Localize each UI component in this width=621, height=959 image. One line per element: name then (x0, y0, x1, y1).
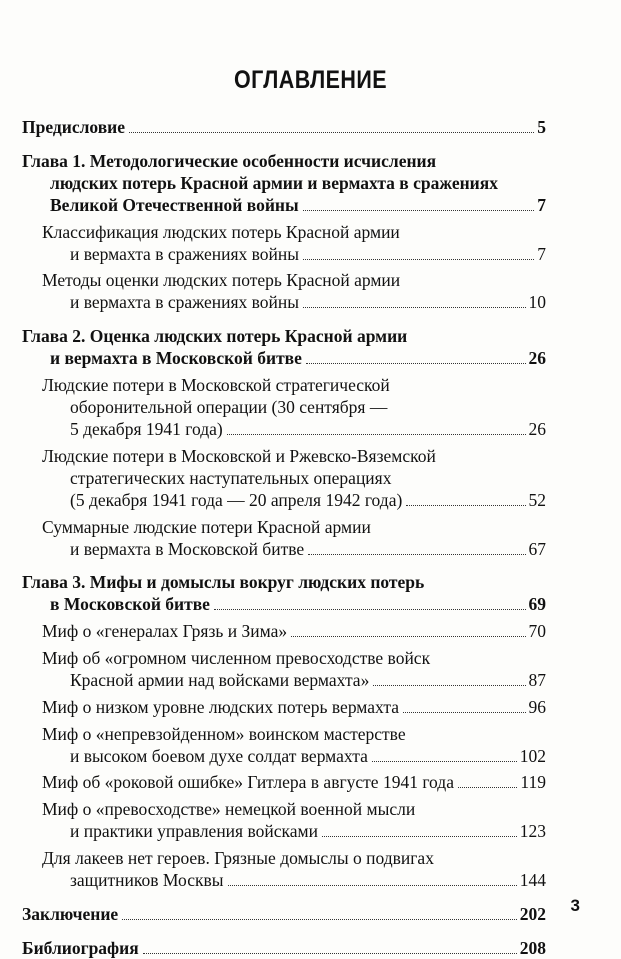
toc-line (42, 647, 430, 669)
dot-leader (308, 554, 525, 555)
dot-leader (373, 685, 525, 686)
toc-line (42, 374, 390, 396)
toc-line (42, 221, 400, 243)
toc-entry-title: Глава 1. Методологические особенности исчисления (22, 150, 437, 171)
toc-page-number: 26 (528, 348, 546, 369)
toc-entry-title: 5 декабря 1941 года) (70, 419, 223, 439)
toc-line (22, 116, 546, 138)
toc-entry-title: и вермахта в Московской битве (50, 348, 302, 369)
dot-leader (291, 636, 525, 637)
toc-line (42, 696, 546, 718)
toc-entry-title: и вермахта в Московской битве (70, 538, 305, 559)
dot-leader (322, 836, 517, 837)
toc-page-number: 7 (537, 243, 546, 264)
dot-leader (303, 210, 535, 211)
toc-entry-title: и высоком боевом духе солдат вермахта (70, 745, 368, 766)
toc-entry-title: людских потерь Красной армии и вермахта в сражениях (50, 172, 498, 193)
dot-leader (306, 363, 526, 364)
toc-line (70, 467, 391, 489)
toc-line (42, 798, 415, 820)
toc-page-number: 10 (528, 292, 546, 313)
toc-line (42, 620, 546, 642)
dot-leader (372, 761, 517, 762)
toc-entry-title: Миф о «генералах Грязь и Зима» (42, 621, 288, 642)
toc-line (50, 593, 546, 615)
toc-page-number: 144 (519, 870, 546, 890)
toc-entry-title: защитников Москвы (70, 870, 224, 890)
toc-line (50, 347, 546, 369)
toc-line (70, 669, 546, 691)
toc-entry-title: Миф о низком уровне людских потерь вермахта (42, 696, 399, 717)
toc-entry-title: Людские потери в Московской и Ржевско-Вяземской (42, 445, 436, 466)
toc-entry-title: и практики управления войсками (70, 821, 318, 842)
toc-line (42, 847, 434, 869)
toc-entry-title: (5 декабря 1941 года — 20 апреля 1942 года) (70, 489, 403, 510)
toc-entry-title: Библиография (22, 937, 139, 958)
toc-line (22, 571, 424, 593)
page-number: 3 (570, 896, 580, 915)
toc-entry-title: Для лакеев нет героев. Грязные домыслы о подвигах (42, 848, 434, 868)
dot-leader (458, 787, 517, 788)
toc-line (70, 291, 546, 313)
toc-page-number: 102 (519, 745, 546, 766)
toc-page-number: 5 (537, 117, 546, 137)
dot-leader (228, 885, 517, 886)
toc-page-number: 52 (528, 489, 546, 510)
toc-line (42, 771, 546, 793)
toc-entry-title: и вермахта в сражениях войны (70, 292, 300, 313)
dot-leader (214, 609, 526, 610)
toc-entry-title: стратегических наступательных операциях (70, 467, 392, 488)
toc-entry-title: оборонительной операции (30 сентября — (70, 397, 388, 417)
dot-leader (227, 434, 526, 435)
toc-page-number: 96 (528, 696, 546, 717)
toc-entry-title: Миф об «роковой ошибке» Гитлера в августе 1941 года (42, 772, 454, 793)
dot-leader (122, 919, 517, 920)
toc-line (70, 418, 546, 440)
toc-page-number: 70 (528, 621, 546, 642)
toc-page-number: 7 (537, 194, 546, 215)
toc-entry-title: Красной армии над войсками вермахта» (70, 670, 370, 690)
toc-line (50, 172, 498, 194)
toc-line (50, 194, 546, 216)
toc-entry-title: Предисловие (22, 117, 126, 137)
toc-line (42, 445, 436, 467)
toc-page-number: 202 (519, 903, 546, 924)
dot-leader (129, 132, 534, 133)
toc-line (70, 243, 546, 265)
toc-line (22, 150, 436, 172)
toc-page-number: 208 (519, 937, 546, 958)
toc-line (70, 538, 546, 560)
dot-leader (406, 505, 525, 506)
toc-line (22, 937, 546, 959)
toc-line (70, 820, 546, 842)
toc-page-number: 26 (528, 419, 546, 439)
toc-page-number: 67 (528, 538, 546, 559)
toc-page-number: 123 (519, 821, 546, 842)
toc-line (70, 745, 546, 767)
toc-entry-title: Заключение (22, 903, 119, 924)
toc-entry-title: Миф о «непревзойденном» воинском мастерстве (42, 723, 406, 744)
toc-entry-title: Миф о «превосходстве» немецкой военной мысли (42, 799, 416, 820)
dot-leader (143, 953, 517, 954)
toc-entry-title: Суммарные людские потери Красной армии (42, 516, 371, 537)
toc-line (42, 516, 371, 538)
toc-entry-title: Классификация людских потерь Красной армии (42, 221, 400, 242)
toc-page-number: 69 (528, 594, 546, 615)
dot-leader (403, 712, 526, 713)
toc-line (22, 325, 407, 347)
toc-entry-title: Глава 3. Мифы и домыслы вокруг людских потерь (22, 572, 425, 593)
toc-line (22, 903, 546, 925)
toc-page-number: 87 (528, 670, 546, 690)
toc-entry-title: Людские потери в Московской стратегической (42, 375, 390, 395)
toc-line (70, 869, 546, 891)
dot-leader (303, 307, 525, 308)
toc-entry-title: Методы оценки людских потерь Красной армии (42, 270, 401, 291)
toc-page-number: 119 (520, 772, 546, 793)
toc-entry-title: Великой Отечественной войны (50, 194, 299, 215)
toc-entry-title: Миф об «огромном численном превосходстве войск (42, 648, 431, 668)
toc-entry-title: в Московской битве (50, 594, 210, 615)
toc-line (42, 269, 400, 291)
dot-leader (303, 259, 534, 260)
toc-line (70, 396, 387, 418)
toc-line (42, 723, 406, 745)
page-title: ОГЛАВЛЕНИЕ (233, 66, 388, 94)
toc-entry-title: Глава 2. Оценка людских потерь Красной армии (22, 326, 408, 347)
toc-entry-title: и вермахта в сражениях войны (70, 243, 300, 264)
toc-line (70, 489, 546, 511)
